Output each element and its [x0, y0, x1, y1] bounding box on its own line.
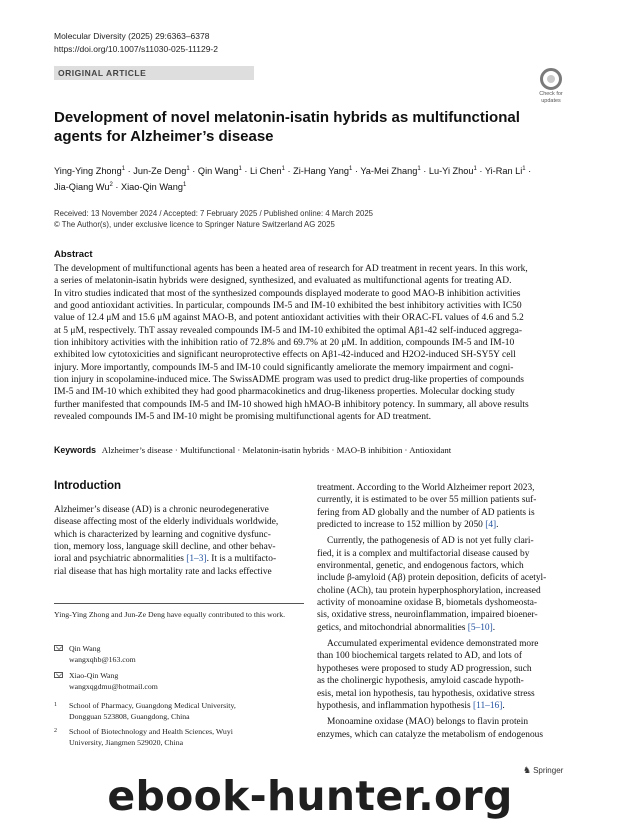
author-name[interactable]: Ying-Ying Zhong — [54, 166, 122, 177]
contact-email[interactable]: wangxqgdmu@hotmail.com — [69, 681, 158, 691]
author-affiliation-mark: 1 — [121, 166, 126, 172]
watermark: ebook-hunter.org — [107, 772, 513, 820]
text-line: Monoamine oxidase (MAO) belongs to flavin protein — [327, 717, 529, 728]
contact-name: Xiao-Qin Wang — [69, 671, 119, 680]
text-line: enzymes, which can catalyze the metabolism of endogenous — [317, 729, 543, 740]
affiliation-number: 1 — [54, 702, 57, 708]
doi-link[interactable]: https://doi.org/10.1007/s11030-025-11129-2 — [54, 44, 218, 54]
affiliation-1 — [54, 701, 304, 722]
check-updates-icon — [540, 68, 562, 90]
text-line: IM-5 and IM-10 which exhibited they had good pharmacokinetics and drug-likeness properties. Molecular docking study — [54, 387, 515, 398]
journal-header — [54, 30, 218, 56]
text-line: choline (ACh), tau protein hyperphosphorylation, increased — [317, 585, 541, 596]
text-line: ioral and psychiatric abnormalities [1–3]. It is a multifacto- — [54, 554, 277, 565]
text-line: revealed compounds IM-5 and IM-10 might be promising multifunctional agents for AD treatment. — [54, 412, 432, 423]
text-line: activity of monoamine oxidase B, biometals dyshomeosta- — [317, 598, 538, 609]
text-line: disease affecting most of the elderly individuals worldwide, — [54, 517, 279, 528]
text-line: a series of melatonin-isatin hybrids were designed, synthesized, and evaluated as multifunctional agents for treating AD. — [54, 276, 512, 287]
text-line: further manifested that compounds IM-5 and IM-10 showed high hMAO-B inhibitory potency. In summary, all above results — [54, 399, 529, 410]
text-line: tion injury in scopolamine-induced mice. The SwissADME program was used to predict drug-like properties of compounds — [54, 375, 524, 386]
text-line: environmental, genetic, and endogenous factors, which — [317, 561, 524, 572]
author-affiliation-mark: 1 — [182, 182, 187, 189]
text-line: The development of multifunctional agents has been a heated area of research for AD treatment in recent years. In this work, — [54, 264, 528, 274]
text-line: Alzheimer’s disease (AD) is a chronic neurodegenerative — [54, 505, 269, 515]
abstract-body — [54, 263, 568, 423]
author-affiliation-mark: 1 — [281, 166, 285, 172]
text-line: value of 12.4 μM and 15.6 μM against MAO-B, and potent antioxidant activities with their ORAC-FL values of 4.6 and 5.2 — [54, 313, 524, 324]
author-name[interactable]: Jun-Ze Deng — [133, 166, 187, 177]
text-line: and good antioxidant activities. In particular, compounds IM-5 and IM-10 exhibited the best inhibitory activities with IC50 — [54, 301, 522, 312]
text-line: Accumulated experimental evidence demonstrated more — [327, 639, 539, 650]
text-line: than 100 biochemical targets related to AD, and lots of — [317, 651, 522, 662]
author-name[interactable]: Xiao-Qin Wang — [121, 182, 183, 193]
text-line: getics, and mitochondrial abnormalities [5–10]. — [317, 622, 496, 633]
affiliation-line: University, Jiangmen 529020, China — [69, 737, 184, 747]
envelope-icon — [54, 645, 63, 651]
keywords-label: Keywords — [54, 445, 97, 455]
text-line: In vitro studies indicated that most of the synthesized compounds displayed moderate to good MAO-B inhibition activities — [54, 288, 521, 299]
article-type-label: ORIGINAL ARTICLE — [58, 68, 147, 78]
text-line: hypotheses were proposed to study AD progression, such — [317, 663, 532, 674]
envelope-icon — [54, 672, 63, 678]
dates-line: Received: 13 November 2024 / Accepted: 7 February 2025 / Published online: 4 March 2025 — [54, 209, 374, 218]
springer-horse-icon: ♞ — [523, 765, 532, 775]
text-line: tion inhibitory activities with the inhibition ratio of 72.8% and 69.7% at 20 μM. In addition, compounds IM-5 and IM-10 — [54, 338, 515, 349]
author-affiliation-mark: 1 — [522, 166, 526, 172]
author-name[interactable]: Zi-Hang Yang — [293, 166, 349, 177]
affiliation-line: Dongguan 523808, Guangdong, China — [69, 711, 190, 721]
author-affiliation-mark: 1 — [473, 166, 477, 172]
text-line: tion, memory loss, language skill decline, and other behav- — [54, 542, 276, 553]
author-list: Ying-Ying Zhong$^1$ · Jun-Ze Deng$^1$ · Qin Wang$^1$ · Li Chen$^1$ · Zi-Hang Yang$^1$ · Ya-Mei Zhang$^1$ · Lu-Yi Zhou$^1$ · Yi-Ran $Li^1$ · Jia-Qiang $Wu^2$ · Xiao-Qin Wang$^1$ — [54, 166, 532, 193]
text-line: hypothesis, and inflammation hypothesis [11–16]. — [317, 700, 505, 711]
author-name[interactable]: Yi-Ran Li — [484, 166, 523, 177]
publication-dates — [54, 208, 373, 230]
text-line: which is characterized by learning and cognitive dysfunc- — [54, 529, 271, 540]
affiliation-line: School of Pharmacy, Guangdong Medical University, — [69, 701, 236, 710]
author-name[interactable]: Lu-Yi Zhou — [428, 166, 474, 177]
text-line: sis, oxidative stress, neuroinflammation, impaired bioener- — [317, 610, 538, 621]
author-name[interactable]: Qin Wang — [197, 166, 239, 177]
keywords-list: Alzheimer’s disease · Multifunctional · Melatonin-isatin hybrids · MAO-B inhibition · Antioxidant — [101, 445, 452, 455]
affiliation-2 — [54, 727, 304, 748]
author-affiliation-mark: 1 — [186, 166, 190, 172]
author-affiliation-mark: 1 — [238, 166, 242, 172]
author-name[interactable]: Ya-Mei Zhang — [360, 166, 418, 177]
text-line: predicted to increase to 152 million by 2050 [4]. — [317, 520, 499, 531]
contact-email[interactable]: wangxqhb@163.com — [69, 654, 136, 664]
text-line: currently, it is estimated to be over 55 million patients suf- — [317, 495, 537, 506]
check-updates-line1: Check for — [539, 91, 563, 97]
text-line: at 5 μM, respectively. ThT assay revealed compounds IM-5 and IM-10 exhibited the optimal Aβ1-42 self-induced aggrega- — [54, 325, 522, 336]
text-line: fering from AD globally and the number of AD patients is — [317, 507, 535, 518]
text-line: Currently, the pathogenesis of AD is not yet fully clari- — [327, 536, 534, 547]
equal-contribution-footnote: Ying-Ying Zhong and Jun-Ze Deng have equally contributed to this work. — [54, 610, 286, 619]
text-line: as the cholinergic hypothesis, amyloid cascade hypoth- — [317, 676, 524, 687]
author-name[interactable]: Jia-Qiang Wu — [54, 182, 110, 193]
check-for-updates-button[interactable] — [535, 68, 567, 102]
author-name[interactable]: Li Chen — [249, 166, 282, 177]
author-affiliation-mark: 1 — [348, 166, 353, 172]
article-title: Development of novel melatonin-isatin hybrids as multifunctional agents for Alzheimer’s disease — [54, 109, 520, 145]
author-affiliation-mark: 1 — [417, 166, 421, 172]
intro-right-column — [317, 482, 569, 741]
check-updates-line2: updates — [541, 98, 561, 104]
keywords — [54, 444, 568, 456]
text-line: include β-amyloid (Aβ) protein deposition, deficits of acetyl- — [317, 573, 547, 584]
author-affiliation-mark: 2 — [109, 182, 113, 189]
text-line: rial disease that has high mortality rate and lacks effective — [54, 566, 272, 577]
journal-citation: Molecular Diversity (2025) 29:6363–6378 — [54, 31, 210, 41]
contact-name: Qin Wang — [69, 644, 101, 653]
publisher-name: Springer — [533, 766, 564, 775]
text-line: exhibited low cytotoxicities and significant neuroprotective effects on Aβ1-42-induced and H2O2-induced SH-SY5Y cell — [54, 350, 516, 361]
text-line: injury. More importantly, compounds IM-5 and IM-10 could significantly ameliorate the memory impairment and cogni- — [54, 362, 514, 373]
copyright-line: © The Author(s), under exclusive licence to Springer Nature Switzerland AG 2025 — [54, 220, 335, 229]
text-line: fied, it is a complex and multifactorial disease caused by — [317, 548, 530, 559]
introduction-heading: Introduction — [54, 480, 122, 492]
affiliation-line: School of Biotechnology and Health Sciences, Wuyi — [69, 727, 233, 736]
corresponding-author-2 — [54, 671, 304, 692]
text-line: treatment. According to the World Alzheimer report 2023, — [317, 483, 535, 493]
abstract-heading: Abstract — [54, 249, 93, 260]
footnote-divider — [54, 603, 304, 604]
text-line: esis, metal ion hypothesis, tau hypothesis, oxidative stress — [317, 688, 535, 699]
affiliation-number: 2 — [54, 728, 57, 734]
corresponding-author-1 — [54, 644, 304, 665]
intro-left-column — [54, 504, 304, 578]
